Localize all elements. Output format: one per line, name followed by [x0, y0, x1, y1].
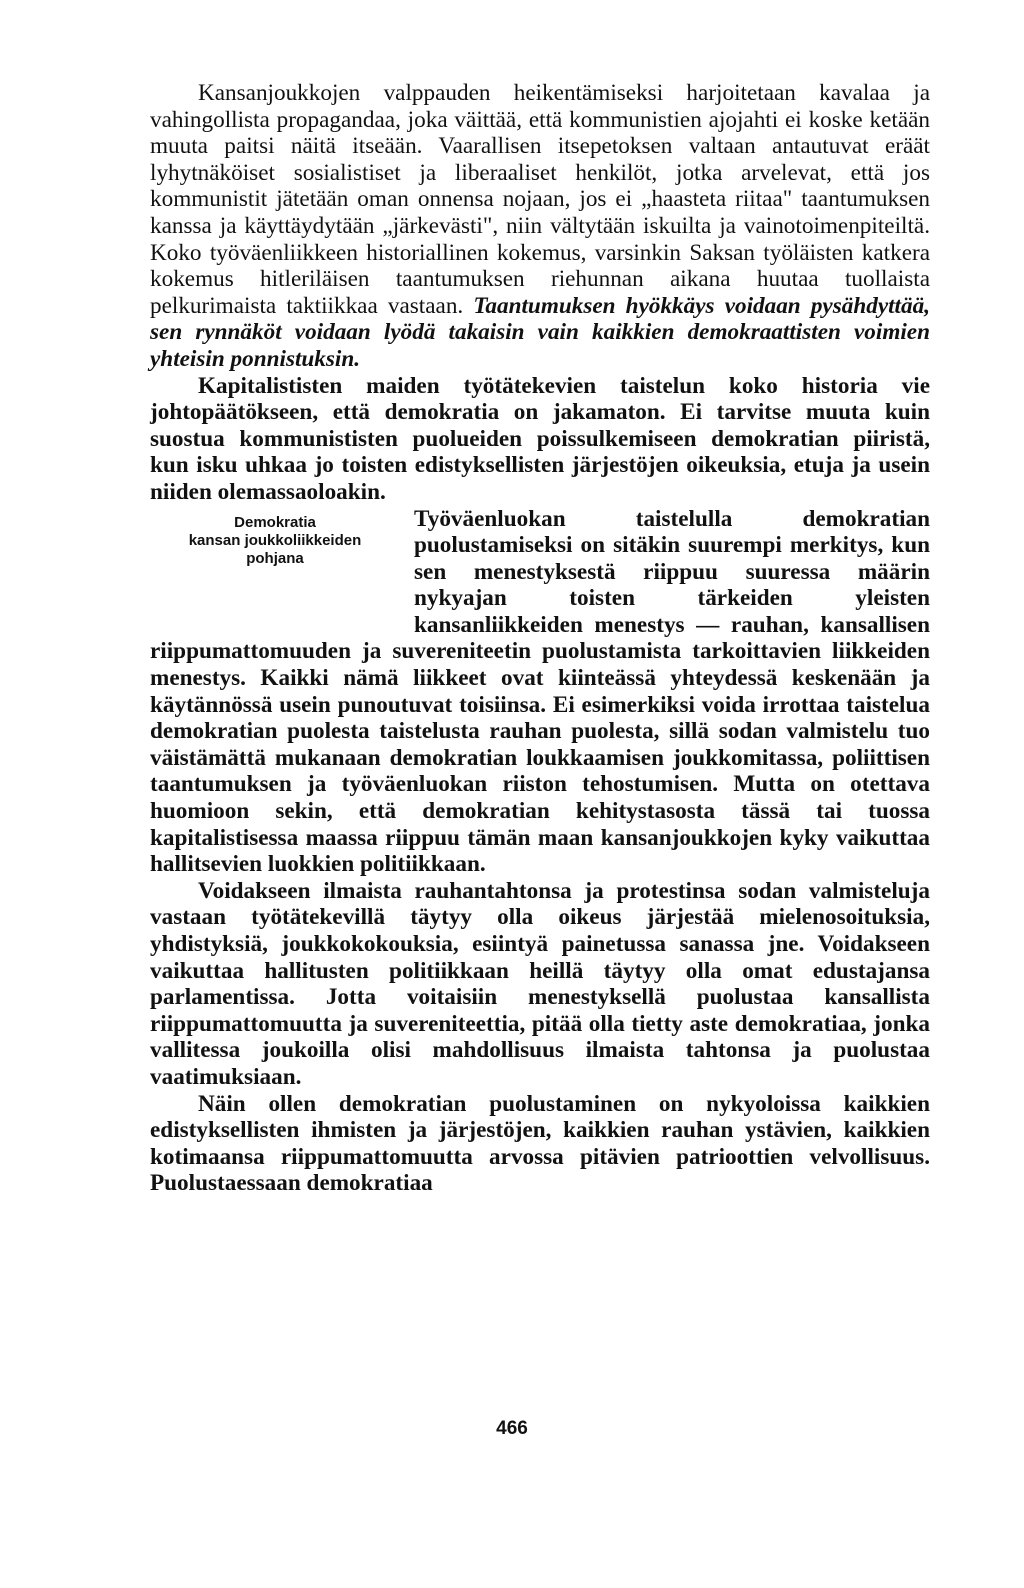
margin-note — [150, 514, 400, 618]
margin-note-line-1: Demokratia — [234, 513, 316, 531]
margin-note-line-2: kansan joukkoliikkeiden — [188, 531, 362, 549]
page-number: 466 — [496, 1418, 528, 1439]
paragraph-3: Työväenluokan taistelulla demokratian puolustamiseksi on sitäkin suurempi merkitys, kun sen menestyksestä riippuu suuressa määrin nykyajan toisten tärkeiden yleisten kansanliikkeiden menestys — rauhan, kansallisen riippumattomuuden ja suvereniteetin puolustamista tarkoittavien liikkeiden menestys. Kaikki nämä liikkeet ovat kiinteässä yhteydessä keskenään ja käytännössä usein punoutuvat toisiinsa. Ei esimerkiksi voida irrottaa taistelua demokratian puolesta taistelusta rauhan puolesta, sillä sodan valmistelu tuo väistämättä mukanaan demokratian loukkaamisen joukkomitassa, poliittisen taantumuksen ja työväenluokan riiston tehostumisen. Mutta on otettava huomioon sekin, että demokratian kehitystasosta tässä tai tuossa kapitalistisessa maassa riippuu tämän maan kansanjoukkojen kyky vaikuttaa hallitsevien luokkien politiikkaan. — [150, 505, 930, 878]
book-page — [150, 80, 930, 1197]
margin-note-line-3: pohjana — [246, 549, 304, 567]
paragraph-5: Näin ollen demokratian puolustaminen on nykyoloissa kaikkien edistyksellisten ihmisten ja järjestöjen, kaikkien rauhan ystävien, kaikkien kotimaansa riippumattomuutta arvossa pitävien patrioottien velvollisuus. Puolustaessaan demokratiaa — [150, 1090, 930, 1197]
paragraph-4: Voidakseen ilmaista rauhantahtonsa ja protestinsa sodan valmisteluja vastaan työtätekevillä täytyy olla oikeus järjestää mielenosoituksia, yhdistyksiä, joukkokokouksia, esiintyä painetussa sanassa jne. Voidakseen vaikuttaa hallitusten politiikkaan heillä täytyy olla omat edustajansa parlamentissa. Jotta voitaisiin menestyksellä puolustaa kansallista riippumattomuutta ja suvereniteettia, pitää olla tietty aste demokratiaa, jonka vallitessa joukoilla olisi mahdollisuus ilmaista tahtonsa ja puolustaa vaatimuksiaan. — [150, 877, 930, 1090]
paragraph-1 — [150, 80, 930, 373]
paragraph-2: Kapitalististen maiden työtätekevien taistelun koko historia vie johtopäätökseen, että demokratia on jakamaton. Ei tarvitse muuta kuin suostua kommunististen puolueiden poissulkemiseen demokratian piiristä, kun isku uhkaa jo toisten edistyksellisten järjestöjen oikeuksia, etuja ja usein niiden olemassaoloakin. — [150, 372, 930, 505]
paragraph-1-emphasis: Taantumuksen hyökkäys voidaan pysähdyttää, sen rynnäköt voidaan lyödä takaisin vain kaikkien demokraattisten voimien yhteisin ponnistuksin. — [150, 292, 930, 372]
paragraph-1-text: Kansanjoukkojen valppauden heikentämiseksi harjoitetaan kavalaa ja vahingollista propagandaa, joka väittää, että kommunistien ajojahti ei koske ketään muuta paitsi näitä itseään. Vaarallisen itsepetoksen valtaan antautuvat eräät lyhytnäköiset sosialistiset ja liberaaliset henkilöt, jotka arvelevat, että jos kommunistit jätetään oman onnensa nojaan, jos ei „haasteta riitaa" taantumuksen kanssa ja käyttäydytään „järkevästi", niin vältytään iskuilta ja vainotoimenpiteiltä. Koko työväenliikkeen historiallinen kokemus, varsinkin Saksan työläisten katkera kokemus hitleriläisen taantumuksen riehunnan aikana huutaa tuollaista pelkurimaista taktiikkaa vastaan. — [150, 80, 930, 319]
sidenote-section — [150, 506, 930, 878]
